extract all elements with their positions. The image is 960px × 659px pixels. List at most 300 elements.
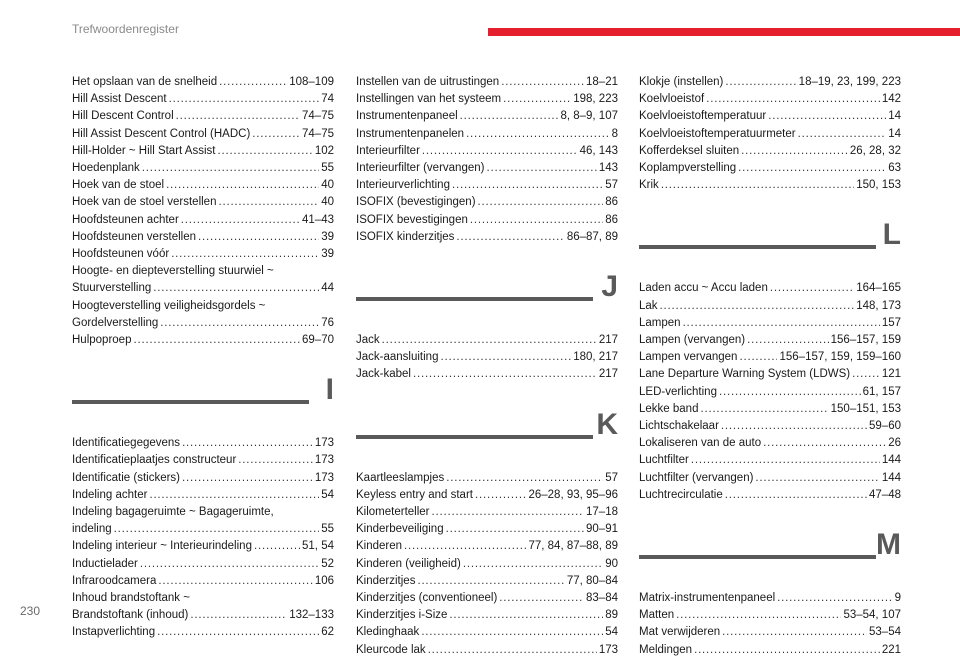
index-entry [72,538,334,555]
section-header [72,373,334,435]
index-term: Indeling bagageruimte ~ Bagageruimte, [72,506,274,519]
index-entry [356,126,618,143]
index-term: Keyless entry and start [356,488,473,501]
index-term: ISOFIX (bevestigingen) [356,196,476,209]
dot-leader [700,401,828,418]
dot-leader [503,91,571,108]
index-entry [72,74,334,91]
dot-leader [219,74,287,91]
index-pages: 143 [598,162,618,175]
dot-leader [440,349,571,366]
dot-leader [198,229,319,246]
dot-leader [171,246,319,263]
dot-leader [190,607,287,624]
index-entry [356,607,618,624]
index-pages: 53–54 [869,626,901,639]
dot-leader [798,126,887,143]
index-entry [72,246,334,263]
dot-leader [661,177,854,194]
index-term: Koelvloeistoftemperatuurmeter [639,127,796,140]
index-term: Hoofdsteunen achter [72,213,179,226]
index-entry [356,538,618,555]
header-accent-bar [488,28,960,36]
index-pages: 57 [605,471,618,484]
index-entry [356,194,618,211]
section-rule [356,297,593,301]
section-rule [639,245,876,249]
index-term: Luchtrecirculatie [639,488,723,501]
index-term: ISOFIX bevestigingen [356,213,468,226]
index-entry [72,504,334,521]
index-entry [639,126,901,143]
index-pages: 39 [321,248,334,261]
index-term: Brandstoftank (inhoud) [72,609,189,622]
index-entry [72,126,334,143]
index-pages: 8 [611,127,618,140]
dot-leader [768,108,886,125]
dot-leader [421,624,603,641]
index-term: Lekke band [639,402,699,415]
index-entry [356,642,618,659]
index-pages: 76 [321,316,334,329]
index-term: Krik [639,179,659,192]
index-entry [72,332,334,349]
index-pages: 142 [881,93,901,106]
index-term: Gordelverstelling [72,316,159,329]
dot-leader [676,607,841,624]
dot-leader [722,624,867,641]
index-entry [72,280,334,297]
section-letter: I [325,373,334,407]
index-term: Interieurverlichting [356,179,450,192]
index-term: Stuurverstelling [72,282,152,295]
index-entry [639,452,901,469]
index-entry [72,160,334,177]
index-pages: 18–19, 23, 199, 223 [798,76,901,88]
index-pages: 54 [605,626,618,639]
section-letter: J [601,270,618,304]
index-entry [72,435,334,452]
index-pages: 77, 84, 87–88, 89 [528,540,618,553]
index-term: Meldingen [639,643,693,656]
index-entry [639,401,901,418]
section-rule [356,435,593,439]
section-letter: K [596,407,618,441]
index-pages: 217 [598,334,618,347]
dot-leader [114,521,320,538]
index-entry [356,590,618,607]
index-entry [72,521,334,538]
index-term: Kinderen (veiligheid) [356,557,461,570]
dot-leader [499,590,584,607]
index-pages: 40 [321,196,334,209]
dot-leader [218,194,319,211]
section-letter: L [882,218,901,252]
index-pages: 83–84 [586,592,618,605]
dot-leader [181,212,300,229]
index-pages: 144 [881,454,901,467]
index-entry [356,470,618,487]
index-entry [639,160,901,177]
dot-leader [460,108,559,125]
index-pages: 26–28, 93, 95–96 [528,488,618,501]
section-spacer [356,246,618,270]
index-entry [356,504,618,521]
index-entry [639,366,901,383]
index-entry [72,298,334,315]
index-pages: 86 [605,196,618,209]
index-term: Inductielader [72,557,138,570]
index-term: Laden accu ~ Accu laden [639,282,768,295]
index-pages: 148, 173 [856,299,901,312]
index-entry [356,349,618,366]
index-pages: 39 [321,230,334,243]
index-entry [639,74,901,91]
index-pages: 157 [881,316,901,329]
index-pages: 9 [894,592,901,605]
index-pages: 74–75 [302,127,334,140]
index-pages: 156–157, 159, 159–160 [779,351,901,364]
index-pages: 14 [888,110,901,123]
index-pages: 26, 28, 32 [849,144,901,157]
index-pages: 61, 157 [862,385,901,398]
index-entry [356,108,618,125]
index-term: Hill-Holder ~ Hill Start Assist [72,144,216,157]
index-pages: 53–54, 107 [843,609,901,622]
dot-leader [182,470,313,487]
dot-leader [777,590,892,607]
dot-leader [470,212,603,229]
index-term: Kinderzitjes i-Size [356,609,448,622]
index-entry [356,366,618,383]
dot-leader [217,143,312,160]
dot-leader [747,332,829,349]
index-pages: 90 [605,557,618,570]
index-pages: 57 [605,179,618,192]
dot-leader [382,332,597,349]
index-term: Identificatie (stickers) [72,471,181,484]
dot-leader [725,487,867,504]
dot-leader [719,384,861,401]
index-entry [356,160,618,177]
index-pages: 54 [321,488,334,501]
dot-leader [153,280,319,297]
index-pages: 144 [881,471,901,484]
index-term: Hulpoproep [72,334,132,347]
index-term: LED-verlichting [639,385,717,398]
index-entry [639,487,901,504]
dot-leader [475,487,526,504]
index-term: Interieurfilter (vervangen) [356,162,485,175]
index-pages: 173 [598,643,618,656]
dot-leader [182,435,313,452]
dot-leader [142,160,319,177]
index-entry [639,384,901,401]
index-term: Lampen (vervangen) [639,334,746,347]
dot-leader [417,573,564,590]
index-term: ISOFIX kinderzitjes [356,230,455,243]
dot-leader [852,366,880,383]
dot-leader [738,160,886,177]
index-term: Luchtfilter [639,454,689,467]
index-term: Identificatieplaatjes constructeur [72,454,237,467]
index-pages: 180, 217 [573,351,618,364]
index-column-1 [72,74,334,642]
index-pages: 221 [881,643,901,656]
index-pages: 217 [598,368,618,381]
index-entry [356,177,618,194]
index-entry [639,349,901,366]
dot-leader [721,418,867,435]
index-entry [639,91,901,108]
section-letter: M [876,528,901,562]
index-entry [356,573,618,590]
index-term: Matrix-instrumentenpaneel [639,592,776,605]
index-entry [72,470,334,487]
dot-leader [238,452,313,469]
index-pages: 74 [321,93,334,106]
section-rule [72,400,309,404]
index-term: Kinderbeveiliging [356,523,444,536]
index-entry [356,624,618,641]
index-term: Kinderzitjes (conventioneel) [356,592,498,605]
section-spacer [639,194,901,218]
dot-leader [725,74,796,91]
dot-leader [149,487,319,504]
dot-leader [706,91,880,108]
dot-leader [254,538,300,555]
dot-leader [478,194,604,211]
index-term: Hill Descent Control [72,110,174,123]
index-entry [72,263,334,280]
index-entry [356,91,618,108]
index-entry [72,556,334,573]
index-pages: 40 [321,179,334,192]
index-entry [356,521,618,538]
index-entry [639,315,901,332]
index-pages: 173 [314,471,334,484]
index-term: Hoogte- en diepteverstelling stuurwiel ~ [72,265,274,278]
index-entry [639,435,901,452]
section-header [639,218,901,280]
index-column-2 [356,74,618,659]
index-term: Instrumentenpaneel [356,110,458,123]
dot-leader [694,642,880,659]
index-pages: 62 [321,626,334,639]
index-entry [356,556,618,573]
index-term: Mat verwijderen [639,626,721,639]
index-term: Koplampverstelling [639,162,737,175]
index-entry [639,298,901,315]
index-term: Interieurfilter [356,144,420,157]
index-term: Kledinghaak [356,626,420,639]
index-entry [72,624,334,641]
index-pages: 90–91 [586,523,618,536]
index-pages: 52 [321,557,334,570]
index-entry [72,452,334,469]
index-term: Kofferdeksel sluiten [639,144,740,157]
index-term: Koelvloeistof [639,93,705,106]
index-term: Luchtfilter (vervangen) [639,471,754,484]
index-term: Lichtschakelaar [639,420,719,433]
index-entry [72,108,334,125]
index-entry [356,229,618,246]
index-term: Lane Departure Warning System (LDWS) [639,368,851,381]
section-spacer [356,384,618,408]
index-term: Indeling achter [72,488,148,501]
section-header [356,408,618,470]
index-pages: 51, 54 [302,540,334,553]
index-term: Hoedenplank [72,162,140,175]
index-pages: 17–18 [586,506,618,519]
index-pages: 173 [314,454,334,467]
dot-leader [422,143,578,160]
section-spacer [72,349,334,373]
dot-leader [501,74,584,91]
index-term: Lampen [639,316,681,329]
section-header [639,528,901,590]
index-pages: 121 [881,368,901,381]
index-entry [72,177,334,194]
index-pages: 198, 223 [573,93,618,106]
index-term: Hoofdsteunen verstellen [72,230,197,243]
index-term: Jack [356,334,380,347]
index-term: Infraroodcamera [72,574,157,587]
dot-leader [158,573,312,590]
section-rule [639,555,876,559]
index-pages: 102 [314,144,334,157]
index-pages: 173 [314,437,334,450]
index-pages: 55 [321,162,334,175]
index-pages: 108–109 [289,76,334,88]
index-entry [72,315,334,332]
index-term: Instapverlichting [72,626,156,639]
dot-leader [446,521,584,538]
index-entry [639,590,901,607]
index-entry [639,143,901,160]
section-spacer [639,504,901,528]
index-term: Kaartleeslampjes [356,471,445,484]
index-term: Kinderzitjes [356,574,416,587]
dot-leader [428,642,597,659]
dot-leader [739,349,777,366]
dot-leader [160,315,319,332]
dot-leader [466,126,610,143]
dot-leader [660,298,855,315]
dot-leader [763,435,886,452]
index-pages: 55 [321,523,334,536]
index-term: Instellingen van het systeem [356,93,502,106]
index-pages: 132–133 [289,609,334,622]
page-header-title: Trefwoordenregister [72,22,179,36]
index-entry [356,143,618,160]
index-pages: 156–157, 159 [830,334,901,347]
index-term: Kleurcode lak [356,643,426,656]
index-term: Lokaliseren van de auto [639,437,762,450]
index-pages: 89 [605,609,618,622]
index-entry [72,194,334,211]
dot-leader [166,177,319,194]
index-term: Het opslaan van de snelheid [72,76,218,88]
index-entry [639,280,901,297]
dot-leader [413,366,597,383]
dot-leader [456,229,564,246]
index-pages: 150, 153 [856,179,901,192]
index-term: indeling [72,523,112,536]
index-term: Hill Assist Descent Control (HADC) [72,127,251,140]
dot-leader [741,143,848,160]
index-term: Klokje (instellen) [639,76,724,88]
index-entry [639,624,901,641]
dot-leader [133,332,300,349]
index-entry [356,74,618,91]
dot-leader [683,315,880,332]
section-header [356,270,618,332]
index-term: Instrumentenpanelen [356,127,465,140]
index-term: Hoogteverstelling veiligheidsgordels ~ [72,299,266,312]
dot-leader [252,126,300,143]
index-pages: 63 [888,162,901,175]
index-term: Hoek van de stoel [72,179,165,192]
dot-leader [446,470,603,487]
page-number: 230 [20,604,41,618]
index-entry [72,91,334,108]
dot-leader [432,504,585,521]
index-term: Jack-kabel [356,368,411,381]
index-pages: 69–70 [302,334,334,347]
index-term: Lampen vervangen [639,351,738,364]
index-entry [639,332,901,349]
dot-leader [140,556,319,573]
index-pages: 77, 80–84 [566,574,618,587]
index-entry [72,573,334,590]
index-term: Indeling interieur ~ Interieurindeling [72,540,252,553]
index-entry [639,108,901,125]
index-entry [639,607,901,624]
index-pages: 86 [605,213,618,226]
index-pages: 41–43 [302,213,334,226]
index-term: Hoek van de stoel verstellen [72,196,217,209]
index-entry [356,332,618,349]
index-entry [639,642,901,659]
dot-leader [463,556,603,573]
dot-leader [691,452,880,469]
index-term: Koelvloeistoftemperatuur [639,110,767,123]
dot-leader [169,91,320,108]
index-term: Matten [639,609,675,622]
index-entry [72,229,334,246]
index-pages: 59–60 [869,420,901,433]
index-entry [356,487,618,504]
dot-leader [452,177,603,194]
index-entry [72,212,334,229]
index-term: Hoofdsteunen vóór [72,248,170,261]
dot-leader [486,160,596,177]
index-term: Kilometerteller [356,506,430,519]
index-pages: 44 [321,282,334,295]
index-term: Kinderen [356,540,403,553]
dot-leader [449,607,603,624]
index-term: Inhoud brandstoftank ~ [72,592,190,605]
dot-leader [755,470,879,487]
index-entry [72,143,334,160]
index-term: Instellen van de uitrustingen [356,76,500,88]
index-pages: 14 [888,127,901,140]
index-entry [639,418,901,435]
index-term: Hill Assist Descent [72,93,167,106]
index-term: Lak [639,299,658,312]
index-pages: 86–87, 89 [566,230,618,243]
